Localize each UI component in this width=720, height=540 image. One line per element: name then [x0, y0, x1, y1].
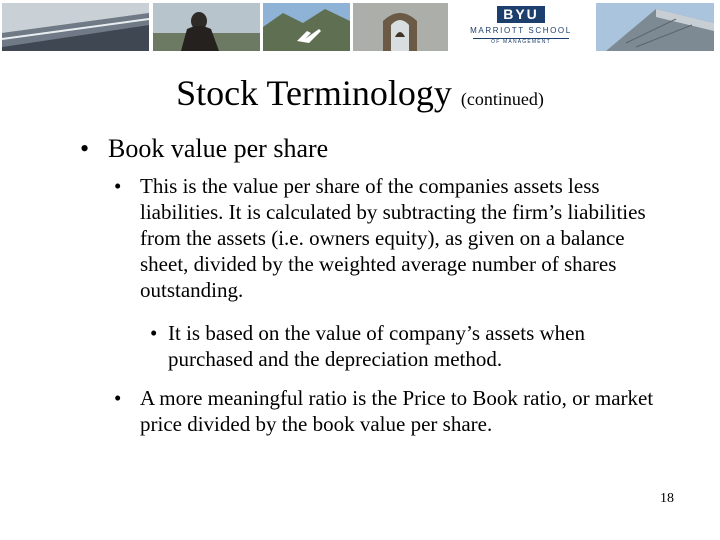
slide-title [0, 72, 720, 120]
bullet-level1-text: Book value per share [108, 134, 329, 163]
bullet-marker: • [150, 321, 158, 345]
logo-byu-wordmark: BYU [497, 6, 545, 23]
bullet-level1 [80, 134, 328, 164]
banner-photo-building [596, 3, 714, 51]
header-banner [0, 0, 720, 56]
bullet-level2-ratio [114, 385, 654, 437]
bullet-marker: • [80, 134, 90, 163]
logo-school-subtitle: OF MANAGEMENT [473, 38, 569, 46]
bullet-level2-text: This is the value per share of the companies assets less liabilities. It is calculated by subtracting the firm’s liabilities from the assets (i.e. owners equity), as given on a balance sheet, divided by the weighted average number of shares outstanding. [140, 174, 646, 302]
bullet-level3-text: It is based on the value of company’s assets when purchased and the depreciation method. [168, 321, 585, 371]
byu-marriott-logo [455, 4, 587, 50]
bullet-level2-text: A more meaningful ratio is the Price to Book ratio, or market price divided by the book value per share. [140, 386, 654, 436]
slide-title-suffix: (continued) [460, 89, 544, 109]
logo-school-name: MARRIOTT SCHOOL [470, 26, 572, 35]
bullet-level3-note [150, 320, 630, 372]
page-number: 18 [660, 491, 674, 506]
bullet-level2-definition [114, 173, 654, 303]
slide-title-main: Stock Terminology [176, 73, 452, 113]
banner-photo-architecture [2, 3, 149, 51]
banner-photo-statue [153, 3, 260, 51]
banner-photo-y-mountain [263, 3, 350, 51]
banner-photo-bell-tower [353, 3, 448, 51]
bullet-marker: • [114, 386, 122, 410]
bullet-marker: • [114, 174, 122, 198]
